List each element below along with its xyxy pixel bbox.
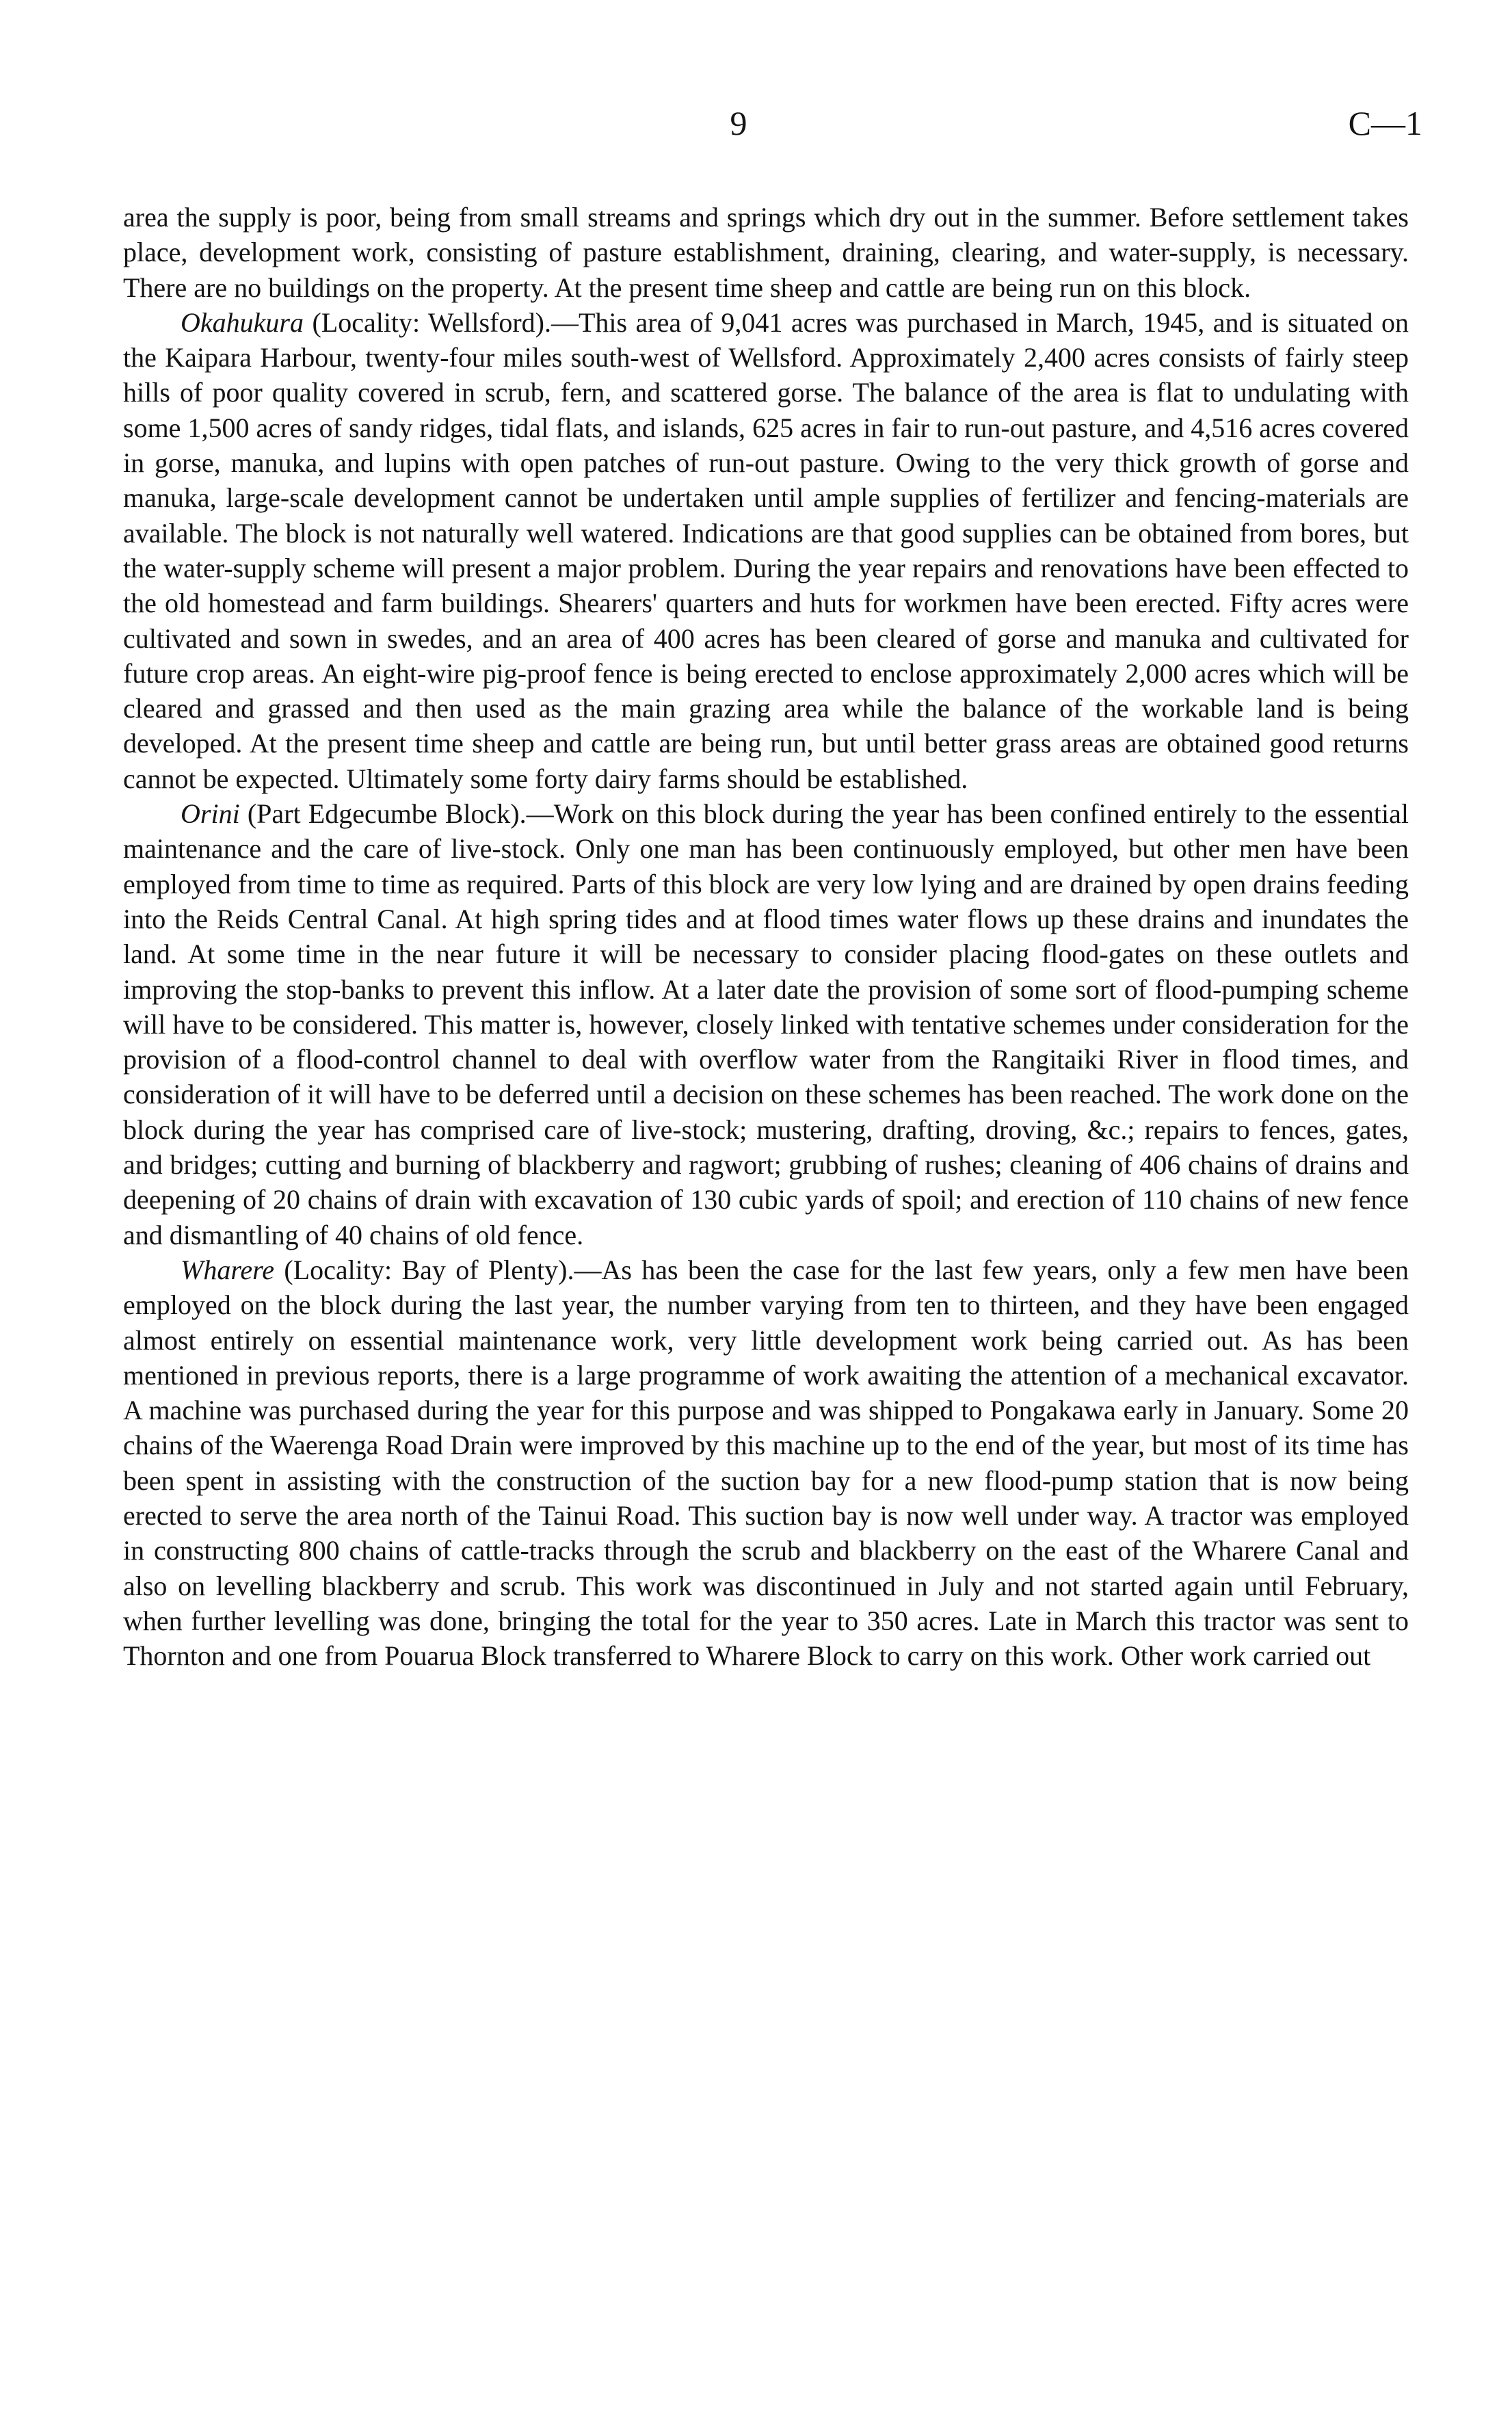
paragraph-text: (Locality: Bay of Plenty).—As has been the case for the last few years, only a few men have been employed on the block during the last year, the number varying from ten to thirteen, and they have been engaged almost entirely on essential maintenance work, very little development work being carried out. As has been mentioned in previous reports, there is a large programme of work awaiting the attention of a mechanical excavator. A machine was purchased during the year for this purpose and was shipped to Pongakawa early in January. Some 20 chains of the Waerenga Road Drain were improved by this machine up to the end of the year, but most of its time has been spent in assisting with the construction of the suction bay for a new flood-pump station that is now being erected to serve the area north of the Tainui Road. This suction bay is now well under way. A tractor was employed in constructing 800 chains of cattle-tracks through the scrub and blackberry on the east of the Wharere Canal and also on levelling blackberry and scrub. This work was discontinued in July and not started again until February, when further levelling was done, bringing the total for the year to 350 acres. Late in March this tractor was sent to Thornton and one from Pouarua Block transferred to Wharere Block to carry on this work. Other work carried out: [123, 1254, 1409, 1672]
paragraph-orini: [123, 796, 1409, 1252]
block-name-wharere: Wharere: [181, 1254, 274, 1285]
document-reference: C—1: [1348, 104, 1422, 142]
paragraph-wharere: [123, 1252, 1409, 1674]
block-name-okahukura: Okahukura: [181, 306, 304, 338]
paragraph-text: (Part Edgecumbe Block).—Work on this block during the year has been confined entirely to the essential maintenance and the care of live-stock. Only one man has been continuously employed, but other men have been employed from time to time as required. Parts of this block are very low lying and are drained by open drains feeding into the Reids Central Canal. At high spring tides and at flood times water flows up these drains and inundates the land. At some time in the near future it will be necessary to consider placing flood-gates on these outlets and improving the stop-banks to prevent this inflow. At a later date the provision of some sort of flood-pumping scheme will have to be considered. This matter is, however, closely linked with tentative schemes under consideration for the provision of a flood-control channel to deal with overflow water from the Rangitaiki River in flood times, and consideration of it will have to be deferred until a decision on these schemes has been reached. The work done on the block during the year has comprised care of live-stock; mustering, drafting, droving, &c.; repairs to fences, gates, and bridges; cutting and burning of blackberry and ragwort; grubbing of rushes; cleaning of 406 chains of drains and deepening of 20 chains of drain with excavation of 130 cubic yards of spoil; and erection of 110 chains of new fence and dismantling of 40 chains of old fence.: [123, 798, 1409, 1250]
paragraph-text: (Locality: Wellsford).—This area of 9,041 acres was purchased in March, 1945, and is situated on the Kaipara Harbour, twenty-four miles south-west of Wellsford. Approximately 2,400 acres consists of fairly steep hills of poor quality covered in scrub, fern, and scattered gorse. The balance of the area is flat to undulating with some 1,500 acres of sandy ridges, tidal flats, and islands, 625 acres in fair to run-out pasture, and 4,516 acres covered in gorse, manuka, and lupins with open patches of run-out pasture. Owing to the very thick growth of gorse and manuka, large-scale development cannot be undertaken until ample supplies of fertilizer and fencing-materials are available. The block is not naturally well watered. Indications are that good supplies can be obtained from bores, but the water-supply scheme will present a major problem. During the year repairs and renovations have been effected to the old homestead and farm buildings. Shearers' quarters and huts for workmen have been erected. Fifty acres were cultivated and sown in swedes, and an area of 400 acres has been cleared of gorse and manuka and cultivated for future crop areas. An eight-wire pig-proof fence is being erected to enclose approximately 2,000 acres which will be cleared and grassed and then used as the main grazing area while the balance of the workable land is being developed. At the present time sheep and cattle are being run, but until better grass areas are obtained good returns cannot be expected. Ultimately some forty dairy farms should be established.: [123, 306, 1409, 794]
paragraph-okahukura: [123, 305, 1409, 796]
page-number: 9: [730, 104, 747, 142]
block-name-orini: Orini: [181, 798, 240, 830]
body-text: [123, 200, 1409, 1673]
paragraph-continuation: area the supply is poor, being from small streams and springs which dry out in the summer. Before settlement takes place, development work, consisting of pasture establishment, draining, clearing, and water-supply, is necessary. There are no buildings on the property. At the present time sheep and cattle are being run on this block.: [123, 202, 1409, 303]
